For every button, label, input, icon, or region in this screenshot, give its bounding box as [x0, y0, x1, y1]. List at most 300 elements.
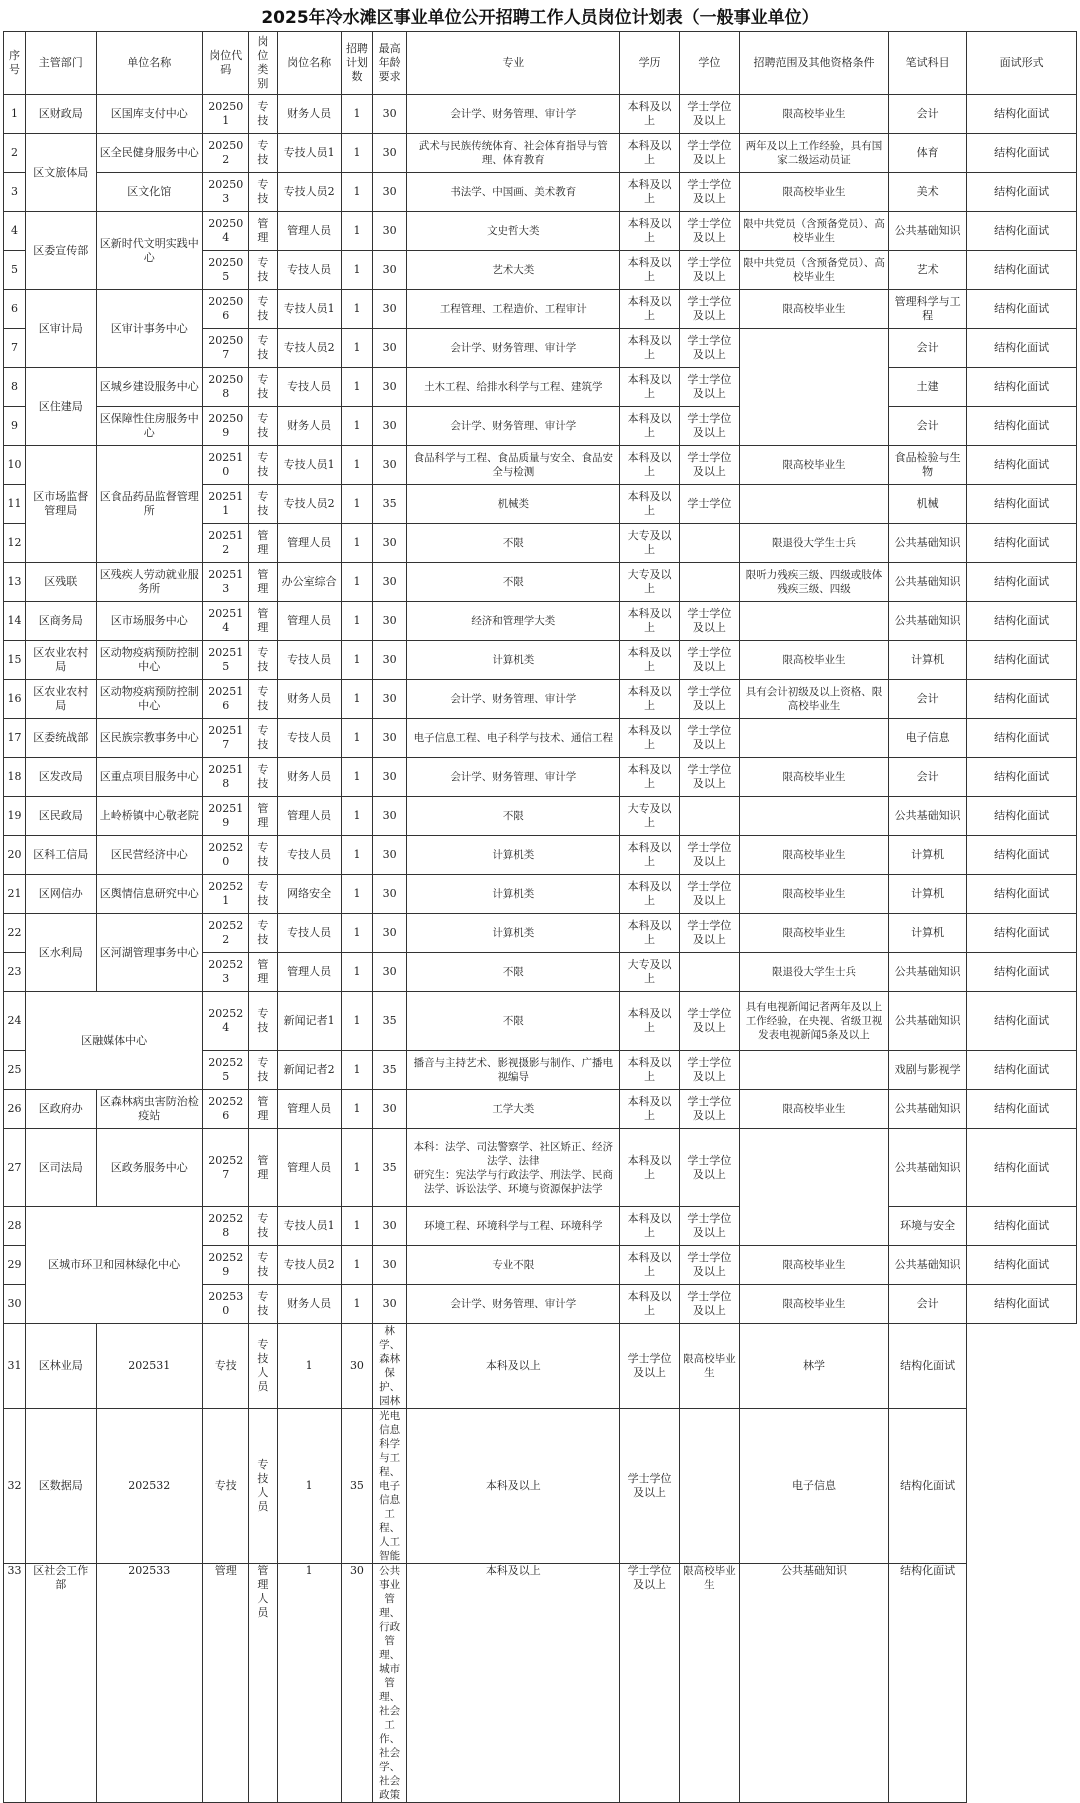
department-cell: 区水利局: [26, 914, 96, 992]
exam-subject-cell: 电子信息: [740, 1409, 889, 1564]
conditions-cell: 限中共党员（含预备党员）、高校毕业生: [740, 212, 889, 251]
post-category-cell: 管理: [249, 212, 277, 251]
max-age-cell: 30: [373, 758, 407, 797]
hiring-count-cell: 1: [277, 1564, 341, 1803]
post-name-cell: 专技人员: [277, 251, 341, 290]
education-cell: 本科及以上: [620, 914, 679, 953]
max-age-cell: 30: [373, 602, 407, 641]
degree-cell: 学士学位及以上: [679, 368, 739, 407]
post-code-cell: 202528: [203, 1207, 249, 1246]
post-code-cell: 202522: [203, 914, 249, 953]
post-name-cell: 专技人员1: [277, 134, 341, 173]
education-cell: 本科及以上: [620, 875, 679, 914]
exam-subject-cell: 会计: [888, 1285, 966, 1324]
unit-name-cell: 区舆情信息研究中心: [96, 875, 203, 914]
major-cell: 会计学、财务管理、审计学: [407, 758, 620, 797]
max-age-cell: 35: [341, 1409, 372, 1564]
max-age-cell: 35: [373, 992, 407, 1051]
row-number: 8: [4, 368, 26, 407]
department-cell: 区政府办: [26, 1090, 96, 1129]
department-cell: 区审计局: [26, 290, 96, 368]
post-code-cell: 202517: [203, 719, 249, 758]
conditions-cell: 限高校毕业生: [740, 641, 889, 680]
post-name-cell: 网络安全: [277, 875, 341, 914]
education-cell: 本科及以上: [620, 1285, 679, 1324]
post-category-cell: 专技: [249, 290, 277, 329]
education-cell: 本科及以上: [620, 134, 679, 173]
department-cell: 区委宣传部: [26, 212, 96, 290]
hiring-count-cell: 1: [341, 602, 372, 641]
major-cell: 工程管理、工程造价、工程审计: [407, 290, 620, 329]
unit-name-cell: 区全民健身服务中心: [96, 134, 203, 173]
table-row: [4, 407, 1077, 446]
department-cell: 区市场监督管理局: [26, 446, 96, 563]
post-category-cell: 专技: [249, 134, 277, 173]
post-name-cell: 专技人员: [249, 1324, 277, 1409]
row-number: 4: [4, 212, 26, 251]
major-cell: 不限: [407, 797, 620, 836]
header-cell: 招聘范围及其他资格条件: [740, 32, 889, 95]
post-category-cell: 专技: [249, 485, 277, 524]
post-name-cell: 新闻记者1: [277, 992, 341, 1051]
exam-subject-cell: 体育: [888, 134, 966, 173]
education-cell: 本科及以上: [620, 602, 679, 641]
interview-format-cell: 结构化面试: [967, 251, 1077, 290]
row-number: 17: [4, 719, 26, 758]
interview-format-cell: 结构化面试: [967, 641, 1077, 680]
post-name-cell: 财务人员: [277, 758, 341, 797]
conditions-cell: 限高校毕业生: [740, 290, 889, 329]
major-cell: 艺术大类: [407, 251, 620, 290]
max-age-cell: 30: [373, 953, 407, 992]
row-number: 27: [4, 1129, 26, 1207]
department-cell: 区网信办: [26, 875, 96, 914]
unit-name-cell: 区森林病虫害防治检疫站: [96, 1090, 203, 1129]
post-category-cell: 专技: [249, 758, 277, 797]
interview-format-cell: 结构化面试: [967, 680, 1077, 719]
major-cell: 光电信息科学与工程、电子信息工程、人工智能: [373, 1409, 407, 1564]
max-age-cell: 30: [373, 1246, 407, 1285]
interview-format-cell: 结构化面试: [967, 134, 1077, 173]
department-cell: 区农业农村局: [26, 641, 96, 680]
hiring-count-cell: 1: [341, 914, 372, 953]
education-cell: 本科及以上: [407, 1564, 620, 1803]
post-code-cell: 202529: [203, 1246, 249, 1285]
exam-subject-cell: 计算机: [888, 641, 966, 680]
post-name-cell: 专技人员: [277, 641, 341, 680]
major-cell: 会计学、财务管理、审计学: [407, 407, 620, 446]
max-age-cell: 30: [373, 524, 407, 563]
post-code-cell: 202505: [203, 251, 249, 290]
row-number: 16: [4, 680, 26, 719]
conditions-cell: [740, 797, 889, 836]
max-age-cell: 30: [373, 290, 407, 329]
post-category-cell: 管理: [249, 1129, 277, 1207]
education-cell: 本科及以上: [620, 173, 679, 212]
interview-format-cell: 结构化面试: [967, 953, 1077, 992]
hiring-count-cell: 1: [341, 1129, 372, 1207]
post-category-cell: 专技: [249, 446, 277, 485]
department-cell: 区委统战部: [26, 719, 96, 758]
row-number: 29: [4, 1246, 26, 1285]
max-age-cell: 30: [373, 914, 407, 953]
max-age-cell: 30: [341, 1324, 372, 1409]
interview-format-cell: 结构化面试: [967, 1051, 1077, 1090]
post-name-cell: 管理人员: [277, 1129, 341, 1207]
table-row: [4, 290, 1077, 329]
interview-format-cell: 结构化面试: [967, 173, 1077, 212]
education-cell: 本科及以上: [620, 680, 679, 719]
exam-subject-cell: 机械: [888, 485, 966, 524]
post-category-cell: 管理: [249, 1090, 277, 1129]
conditions-cell: 具有会计初级及以上资格、限高校毕业生: [740, 680, 889, 719]
hiring-count-cell: 1: [341, 758, 372, 797]
post-name-cell: 专技人员1: [277, 290, 341, 329]
exam-subject-cell: 会计: [888, 680, 966, 719]
education-cell: 大专及以上: [620, 797, 679, 836]
unit-name-cell: 区重点项目服务中心: [96, 758, 203, 797]
max-age-cell: 30: [373, 251, 407, 290]
education-cell: 本科及以上: [620, 1090, 679, 1129]
conditions-cell: 限高校毕业生: [740, 836, 889, 875]
conditions-cell: 具有电视新闻记者两年及以上工作经验，在央视、省级卫视发表电视新闻5条及以上: [740, 992, 889, 1051]
max-age-cell: 35: [373, 1129, 407, 1207]
recruitment-plan-table: [3, 31, 1077, 1803]
major-cell: 书法学、中国画、美术教育: [407, 173, 620, 212]
hiring-count-cell: 1: [341, 563, 372, 602]
header-cell: 岗位代码: [203, 32, 249, 95]
department-cell: 区城市环卫和园林绿化中心: [26, 1207, 203, 1324]
post-category-cell: 管理: [249, 563, 277, 602]
major-cell: 机械类: [407, 485, 620, 524]
education-cell: 本科及以上: [620, 368, 679, 407]
header-cell: 主管部门: [26, 32, 96, 95]
table-row: [4, 212, 1077, 251]
row-number: 19: [4, 797, 26, 836]
major-cell: 会计学、财务管理、审计学: [407, 95, 620, 134]
major-cell: 公共事业管理、行政管理、城市管理、社会工作、社会学、社会政策: [373, 1564, 407, 1803]
post-code-cell: 202512: [203, 524, 249, 563]
department-cell: 区司法局: [26, 1129, 96, 1207]
hiring-count-cell: 1: [341, 1051, 372, 1090]
hiring-count-cell: 1: [341, 1207, 372, 1246]
post-category-cell: 专技: [249, 875, 277, 914]
interview-format-cell: 结构化面试: [967, 719, 1077, 758]
post-category-cell: 专技: [249, 914, 277, 953]
department-cell: 区商务局: [26, 602, 96, 641]
unit-name-cell: 区残疾人劳动就业服务所: [96, 563, 203, 602]
table-header-row: [4, 32, 1077, 95]
conditions-cell: 两年及以上工作经验，具有国家二级运动员证: [740, 134, 889, 173]
post-code-cell: 202527: [203, 1129, 249, 1207]
row-number: 18: [4, 758, 26, 797]
exam-subject-cell: 食品检验与生物: [888, 446, 966, 485]
degree-cell: 学士学位及以上: [679, 875, 739, 914]
post-code-cell: 202525: [203, 1051, 249, 1090]
post-category-cell: 专技: [249, 1207, 277, 1246]
interview-format-cell: 结构化面试: [967, 407, 1077, 446]
header-cell: 面试形式: [967, 32, 1077, 95]
interview-format-cell: 结构化面试: [967, 212, 1077, 251]
table-row: [4, 1207, 1077, 1246]
conditions-cell: 限高校毕业生: [740, 758, 889, 797]
hiring-count-cell: 1: [341, 992, 372, 1051]
hiring-count-cell: 1: [341, 875, 372, 914]
row-number: 33: [4, 1564, 26, 1803]
post-code-cell: 202516: [203, 680, 249, 719]
max-age-cell: 30: [373, 329, 407, 368]
degree-cell: 学士学位及以上: [620, 1409, 679, 1564]
hiring-count-cell: 1: [341, 641, 372, 680]
education-cell: 本科及以上: [620, 641, 679, 680]
max-age-cell: 30: [373, 1285, 407, 1324]
interview-format-cell: 结构化面试: [967, 446, 1077, 485]
education-cell: 本科及以上: [620, 758, 679, 797]
department-cell: 区融媒体中心: [26, 992, 203, 1090]
degree-cell: 学士学位及以上: [679, 446, 739, 485]
post-code-cell: 202502: [203, 134, 249, 173]
hiring-count-cell: 1: [341, 95, 372, 134]
interview-format-cell: 结构化面试: [967, 797, 1077, 836]
hiring-count-cell: 1: [341, 212, 372, 251]
post-category-cell: 管理: [249, 953, 277, 992]
post-code-cell: 202521: [203, 875, 249, 914]
exam-subject-cell: 计算机: [888, 875, 966, 914]
interview-format-cell: 结构化面试: [967, 329, 1077, 368]
post-name-cell: 财务人员: [277, 1285, 341, 1324]
table-row: [4, 1090, 1077, 1129]
exam-subject-cell: 公共基础知识: [888, 1090, 966, 1129]
major-cell: 播音与主持艺术、影视摄影与制作、广播电视编导: [407, 1051, 620, 1090]
exam-subject-cell: 艺术: [888, 251, 966, 290]
education-cell: 本科及以上: [620, 836, 679, 875]
hiring-count-cell: 1: [341, 719, 372, 758]
post-category-cell: 专技: [249, 1285, 277, 1324]
interview-format-cell: 结构化面试: [967, 1207, 1077, 1246]
interview-format-cell: 结构化面试: [888, 1564, 966, 1803]
interview-format-cell: 结构化面试: [967, 836, 1077, 875]
unit-name-cell: 区动物疫病预防控制中心: [96, 680, 203, 719]
unit-name-cell: 区民族宗教事务中心: [96, 719, 203, 758]
post-category-cell: 专技: [249, 1051, 277, 1090]
post-category-cell: 专技: [249, 836, 277, 875]
hiring-count-cell: 1: [341, 836, 372, 875]
interview-format-cell: 结构化面试: [888, 1409, 966, 1564]
post-code-cell: 202507: [203, 329, 249, 368]
table-row: [4, 563, 1077, 602]
exam-subject-cell: 计算机: [888, 914, 966, 953]
post-category-cell: 专技: [249, 173, 277, 212]
hiring-count-cell: 1: [341, 368, 372, 407]
row-number: 20: [4, 836, 26, 875]
table-row: [4, 875, 1077, 914]
interview-format-cell: 结构化面试: [967, 290, 1077, 329]
conditions-cell: 限高校毕业生: [740, 95, 889, 134]
table-row: [4, 173, 1077, 212]
row-number: 26: [4, 1090, 26, 1129]
conditions-cell: 限高校毕业生: [740, 173, 889, 212]
degree-cell: 学士学位及以上: [679, 173, 739, 212]
post-code-cell: 202531: [96, 1324, 203, 1409]
post-code-cell: 202503: [203, 173, 249, 212]
table-row: [4, 836, 1077, 875]
interview-format-cell: 结构化面试: [967, 1129, 1077, 1207]
education-cell: 本科及以上: [620, 992, 679, 1051]
interview-format-cell: 结构化面试: [967, 914, 1077, 953]
max-age-cell: 30: [373, 797, 407, 836]
post-name-cell: 管理人员: [277, 1090, 341, 1129]
unit-name-cell: 区食品药品监督管理所: [96, 446, 203, 563]
department-cell: 区民政局: [26, 797, 96, 836]
row-number: 12: [4, 524, 26, 563]
post-name-cell: 专技人员: [249, 1409, 277, 1564]
education-cell: 本科及以上: [620, 251, 679, 290]
conditions-cell: 限高校毕业生: [740, 914, 889, 953]
row-number: 28: [4, 1207, 26, 1246]
education-cell: 本科及以上: [620, 95, 679, 134]
hiring-count-cell: 1: [341, 1090, 372, 1129]
post-name-cell: 管理人员: [277, 953, 341, 992]
post-name-cell: 专技人员2: [277, 329, 341, 368]
hiring-count-cell: 1: [341, 953, 372, 992]
max-age-cell: 30: [373, 407, 407, 446]
row-number: 10: [4, 446, 26, 485]
row-number: 14: [4, 602, 26, 641]
education-cell: 本科及以上: [620, 329, 679, 368]
post-code-cell: 202532: [96, 1409, 203, 1564]
hiring-count-cell: 1: [277, 1409, 341, 1564]
post-code-cell: 202510: [203, 446, 249, 485]
department-cell: 区社会工作部: [26, 1564, 96, 1803]
table-row: [4, 1129, 1077, 1207]
post-category-cell: 专技: [249, 407, 277, 446]
department-cell: 区住建局: [26, 368, 96, 446]
education-cell: 本科及以上: [620, 290, 679, 329]
degree-cell: 学士学位及以上: [679, 407, 739, 446]
header-cell: 招聘计划数: [341, 32, 372, 95]
post-category-cell: 专技: [249, 719, 277, 758]
max-age-cell: 30: [373, 212, 407, 251]
degree-cell: 学士学位及以上: [679, 602, 739, 641]
row-number: 32: [4, 1409, 26, 1564]
interview-format-cell: 结构化面试: [967, 485, 1077, 524]
hiring-count-cell: 1: [341, 329, 372, 368]
exam-subject-cell: 公共基础知识: [888, 1129, 966, 1207]
exam-subject-cell: 公共基础知识: [888, 563, 966, 602]
major-cell: 会计学、财务管理、审计学: [407, 1285, 620, 1324]
row-number: 1: [4, 95, 26, 134]
degree-cell: [679, 797, 739, 836]
table-row: [4, 134, 1077, 173]
header-cell: 序号: [4, 32, 26, 95]
row-number: 24: [4, 992, 26, 1051]
degree-cell: 学士学位及以上: [679, 1051, 739, 1090]
conditions-cell: 限高校毕业生: [740, 1246, 889, 1285]
table-row: [4, 680, 1077, 719]
interview-format-cell: 结构化面试: [967, 95, 1077, 134]
degree-cell: 学士学位及以上: [679, 992, 739, 1051]
department-cell: 区残联: [26, 563, 96, 602]
exam-subject-cell: 美术: [888, 173, 966, 212]
max-age-cell: 30: [373, 95, 407, 134]
exam-subject-cell: 公共基础知识: [888, 1246, 966, 1285]
post-code-cell: 202533: [96, 1564, 203, 1803]
post-name-cell: 专技人员: [277, 836, 341, 875]
header-cell: 最高年龄要求: [373, 32, 407, 95]
department-cell: 区发改局: [26, 758, 96, 797]
post-category-cell: 专技: [249, 95, 277, 134]
unit-name-cell: 区文化馆: [96, 173, 203, 212]
conditions-cell: 限高校毕业生: [740, 875, 889, 914]
hiring-count-cell: 1: [341, 680, 372, 719]
interview-format-cell: 结构化面试: [967, 602, 1077, 641]
post-category-cell: 管理: [249, 602, 277, 641]
table-row: [4, 446, 1077, 485]
exam-subject-cell: 公共基础知识: [888, 212, 966, 251]
degree-cell: 学士学位及以上: [679, 1129, 739, 1207]
degree-cell: 学士学位及以上: [679, 95, 739, 134]
hiring-count-cell: 1: [341, 524, 372, 563]
max-age-cell: 35: [373, 1051, 407, 1090]
major-cell: 不限: [407, 524, 620, 563]
post-name-cell: 办公室综合: [277, 563, 341, 602]
row-number: 15: [4, 641, 26, 680]
major-cell: 计算机类: [407, 875, 620, 914]
education-cell: 本科及以上: [620, 1051, 679, 1090]
table-body: [4, 95, 1077, 1803]
degree-cell: [679, 524, 739, 563]
conditions-cell: 限听力残疾三级、四级或肢体残疾三级、四级: [740, 563, 889, 602]
degree-cell: [679, 953, 739, 992]
degree-cell: 学士学位及以上: [620, 1564, 679, 1803]
hiring-count-cell: 1: [341, 797, 372, 836]
post-name-cell: 管理人员: [277, 212, 341, 251]
row-number: 5: [4, 251, 26, 290]
degree-cell: 学士学位及以上: [679, 680, 739, 719]
exam-subject-cell: 公共基础知识: [888, 602, 966, 641]
interview-format-cell: 结构化面试: [967, 875, 1077, 914]
major-cell: 武术与民族传统体育、社会体育指导与管理、体育教育: [407, 134, 620, 173]
degree-cell: 学士学位及以上: [679, 251, 739, 290]
max-age-cell: 30: [373, 1090, 407, 1129]
post-name-cell: 专技人员1: [277, 1207, 341, 1246]
exam-subject-cell: 戏剧与影视学: [888, 1051, 966, 1090]
conditions-cell: 限退役大学生士兵: [740, 953, 889, 992]
post-category-cell: 专技: [249, 251, 277, 290]
post-name-cell: 管理人员: [249, 1564, 277, 1803]
conditions-cell: [740, 719, 889, 758]
post-name-cell: 管理人员: [277, 797, 341, 836]
exam-subject-cell: 会计: [888, 758, 966, 797]
hiring-count-cell: 1: [341, 485, 372, 524]
interview-format-cell: 结构化面试: [967, 563, 1077, 602]
degree-cell: 学士学位及以上: [620, 1324, 679, 1409]
conditions-cell: [740, 329, 889, 446]
major-cell: 环境工程、环境科学与工程、环境科学: [407, 1207, 620, 1246]
post-name-cell: 专技人员2: [277, 1246, 341, 1285]
major-cell: 林学、森林保护、园林: [373, 1324, 407, 1409]
department-cell: 区林业局: [26, 1324, 96, 1409]
post-code-cell: 202511: [203, 485, 249, 524]
unit-name-cell: 区市场服务中心: [96, 602, 203, 641]
post-category-cell: 专技: [249, 992, 277, 1051]
header-cell: 学位: [679, 32, 739, 95]
degree-cell: 学士学位及以上: [679, 212, 739, 251]
unit-name-cell: 区新时代文明实践中心: [96, 212, 203, 290]
post-code-cell: 202526: [203, 1090, 249, 1129]
interview-format-cell: 结构化面试: [888, 1324, 966, 1409]
post-category-cell: 专技: [249, 329, 277, 368]
